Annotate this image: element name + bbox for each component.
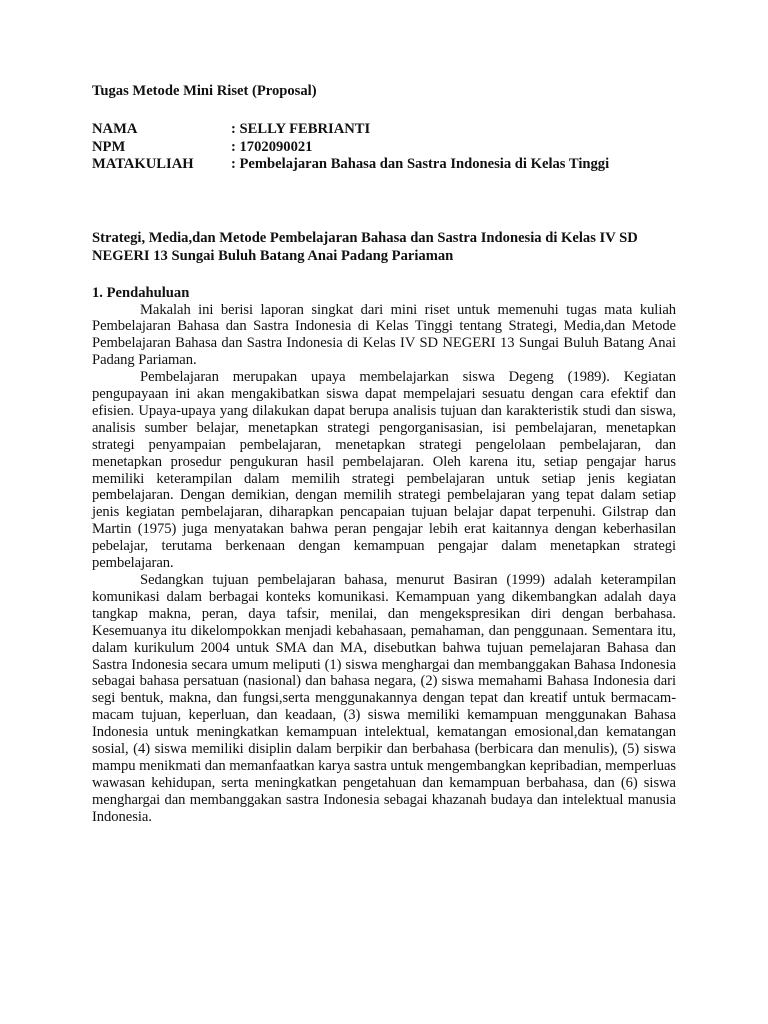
info-value: : SELLY FEBRIANTI bbox=[231, 121, 371, 137]
info-key: MATAKULIAH bbox=[92, 156, 194, 172]
info-row-matakuliah bbox=[92, 156, 676, 174]
student-info-table bbox=[92, 121, 676, 174]
body-paragraph: Pembelajaran merupakan upaya membelajarkan siswa Degeng (1989). Kegiatan pengupayaan ini akan mengakibatkan siswa dapat mempelajari sesuatu dengan cara efektif dan efisien. Upaya-upaya yang dilakukan dapat berupa analisis tujuan dan karakteristik studi dan siswa, analisis sumber belajar, menetapkan strategi pengorganisasian, isi pembelajaran, menetapkan strategi penyampaian pembelajaran, menetapkan strategi pengelolaan pembelajaran, dan menetapkan prosedur pengukuran hasil pembelajaran. Oleh karena itu, setiap pengajar harus memiliki keterampilan dalam memilih strategi pembelajaran untuk setiap jenis kegiatan pembelajaran. Dengan demikian, dengan memilih strategi pembelajaran yang tepat dalam setiap jenis kegiatan pembelajaran, diharapkan pencapaian tujuan belajar dapat terpenuhi. Gilstrap dan Martin (1975) juga menyatakan bahwa peran pengajar lebih erat kaitannya dengan keberhasilan pebelajar, terutama berkenaan dengan kemampuan pengajar dalam menetapkan strategi pembelajaran. bbox=[92, 369, 676, 572]
info-row-npm bbox=[92, 139, 676, 157]
info-key: NPM bbox=[92, 138, 126, 155]
info-value: : Pembelajaran Bahasa dan Sastra Indonesia di Kelas Tinggi bbox=[231, 156, 610, 172]
section-heading: 1. Pendahuluan bbox=[92, 284, 190, 301]
document-page bbox=[92, 82, 676, 826]
body-paragraph: Sedangkan tujuan pembelajaran bahasa, menurut Basiran (1999) adalah keterampilan komunikasi dalam berbagai konteks komunikasi. Kemampuan yang dikembangkan adalah daya tangkap makna, peran, daya tafsir, menilai, dan mengekspresikan diri dengan berbahasa. Kesemuanya itu dikelompokkan menjadi kebahasaan, pemahaman, dan penggunaan. Sementara itu, dalam kurikulum 2004 untuk SMA dan MA, disebutkan bahwa tujuan pemelajaran Bahasa dan Sastra Indonesia secara umum meliputi (1) siswa menghargai dan membanggakan Bahasa Indonesia sebagai bahasa persatuan (nasional) dan bahasa negara, (2) siswa memahami Bahasa Indonesia dari segi bentuk, makna, dan fungsi,serta menggunakannya dengan tepat dan kreatif untuk bermacam-macam tujuan, keperluan, dan keadaan, (3) siswa memiliki kemampuan menggunakan Bahasa Indonesia untuk meningkatkan kemampuan intelektual, kematangan emosional,dan kematangan sosial, (4) siswa memiliki disiplin dalam berpikir dan berbahasa (berbicara dan menulis), (5) siswa mampu menikmati dan memanfaatkan karya sastra untuk mengembangkan kepribadian, memperluas wawasan kehidupan, serta meningkatkan pengetahuan dan kemampuan berbahasa, dan (6) siswa menghargai dan membanggakan sastra Indonesia sebagai khazanah budaya dan intelektual manusia Indonesia. bbox=[92, 572, 676, 825]
info-value: : 1702090021 bbox=[231, 138, 313, 155]
body-paragraph: Makalah ini berisi laporan singkat dari mini riset untuk memenuhi tugas mata kuliah Pembelajaran Bahasa dan Sastra Indonesia di Kelas Tinggi tentang Strategi, Media,dan Metode Pembelajaran Bahasa dan Sastra Indonesia di Kelas IV SD NEGERI 13 Sungai Buluh Batang Anai Padang Pariaman. bbox=[92, 301, 676, 369]
document-title: Strategi, Media,dan Metode Pembelajaran Bahasa dan Sastra Indonesia di Kelas IV SD NEGERI 13 Sungai Buluh Batang Anai Padang Pariaman bbox=[92, 229, 638, 264]
info-key: NAMA bbox=[92, 121, 138, 137]
info-row-nama bbox=[92, 121, 676, 139]
document-heading: Tugas Metode Mini Riset (Proposal) bbox=[92, 83, 317, 99]
